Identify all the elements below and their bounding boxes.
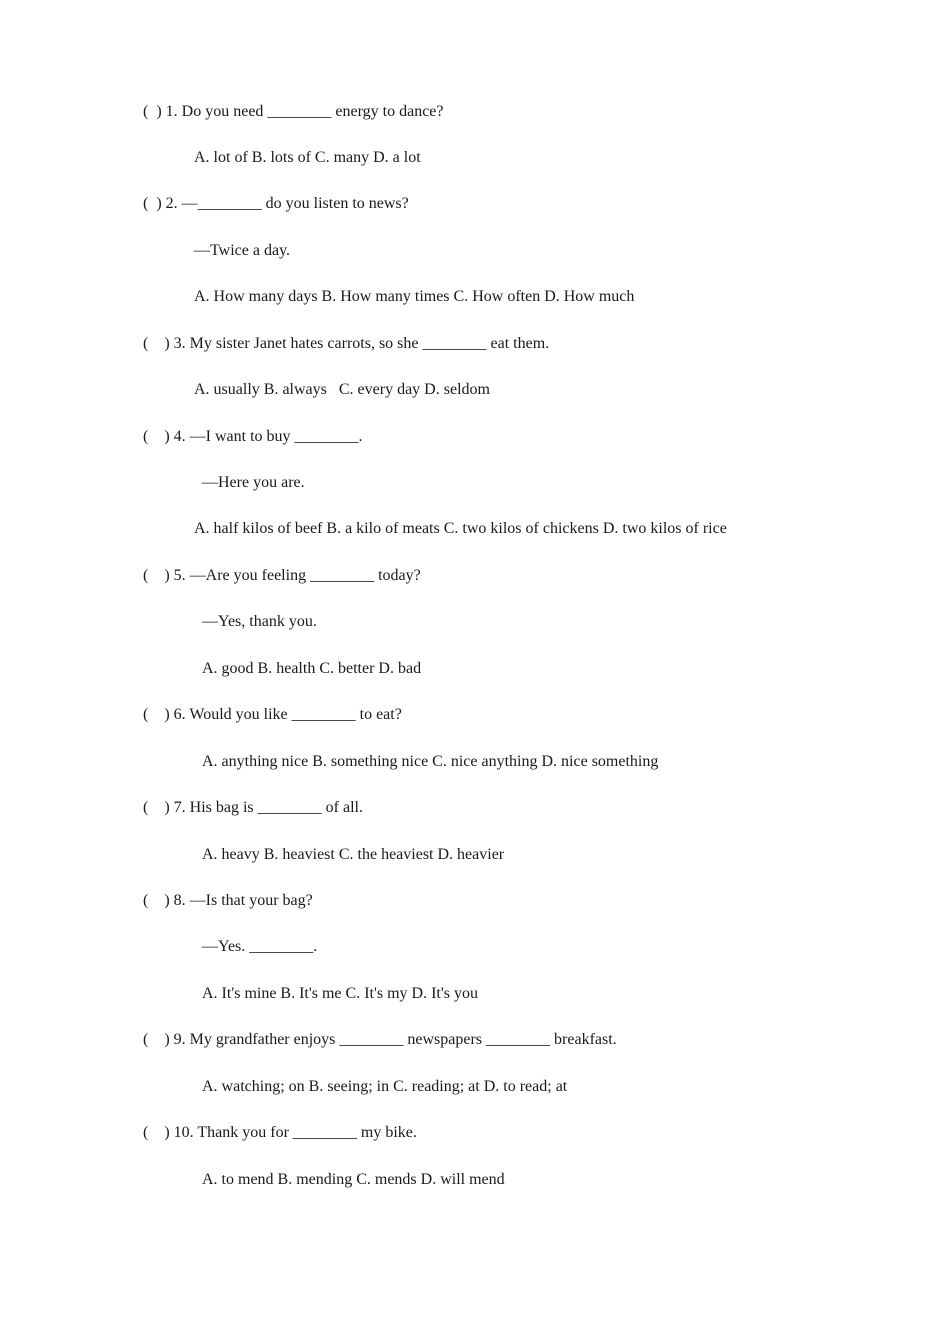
question-2-dialogue: —Twice a day.: [194, 242, 291, 259]
question-10-options: A. to mend B. mending C. mends D. will mend: [202, 1171, 505, 1188]
question-1-stem: ( ) 1. Do you need ________ energy to dance?: [143, 103, 444, 120]
question-8-options: A. It's mine B. It's me C. It's my D. It's you: [202, 985, 478, 1002]
question-2-options: A. How many days B. How many times C. How often D. How much: [194, 288, 635, 305]
question-5-dialogue: —Yes, thank you.: [202, 613, 317, 630]
question-3-stem: ( ) 3. My sister Janet hates carrots, so she ________ eat them.: [143, 335, 550, 352]
question-2-stem: ( ) 2. —________ do you listen to news?: [143, 195, 409, 212]
question-6-stem: ( ) 6. Would you like ________ to eat?: [143, 706, 402, 723]
question-5-stem: ( ) 5. —Are you feeling ________ today?: [143, 567, 421, 584]
question-10-stem: ( ) 10. Thank you for ________ my bike.: [143, 1124, 417, 1141]
question-9-stem: ( ) 9. My grandfather enjoys ________ newspapers ________ breakfast.: [143, 1031, 617, 1048]
question-5-options: A. good B. health C. better D. bad: [202, 660, 422, 677]
question-4-options: A. half kilos of beef B. a kilo of meats C. two kilos of chickens D. two kilos of rice: [194, 520, 727, 537]
question-8-dialogue: —Yes. ________.: [202, 938, 318, 955]
question-7-options: A. heavy B. heaviest C. the heaviest D. heavier: [202, 846, 505, 863]
question-3-options: A. usually B. always C. every day D. seldom: [194, 381, 490, 398]
question-4-dialogue: —Here you are.: [202, 474, 305, 491]
question-1-options: A. lot of B. lots of C. many D. a lot: [194, 149, 421, 166]
question-7-stem: ( ) 7. His bag is ________ of all.: [143, 799, 363, 816]
question-8-stem: ( ) 8. —Is that your bag?: [143, 892, 313, 909]
question-9-options: A. watching; on B. seeing; in C. reading; at D. to read; at: [202, 1078, 568, 1095]
question-4-stem: ( ) 4. —I want to buy ________.: [143, 428, 363, 445]
question-6-options: A. anything nice B. something nice C. nice anything D. nice something: [202, 753, 659, 770]
